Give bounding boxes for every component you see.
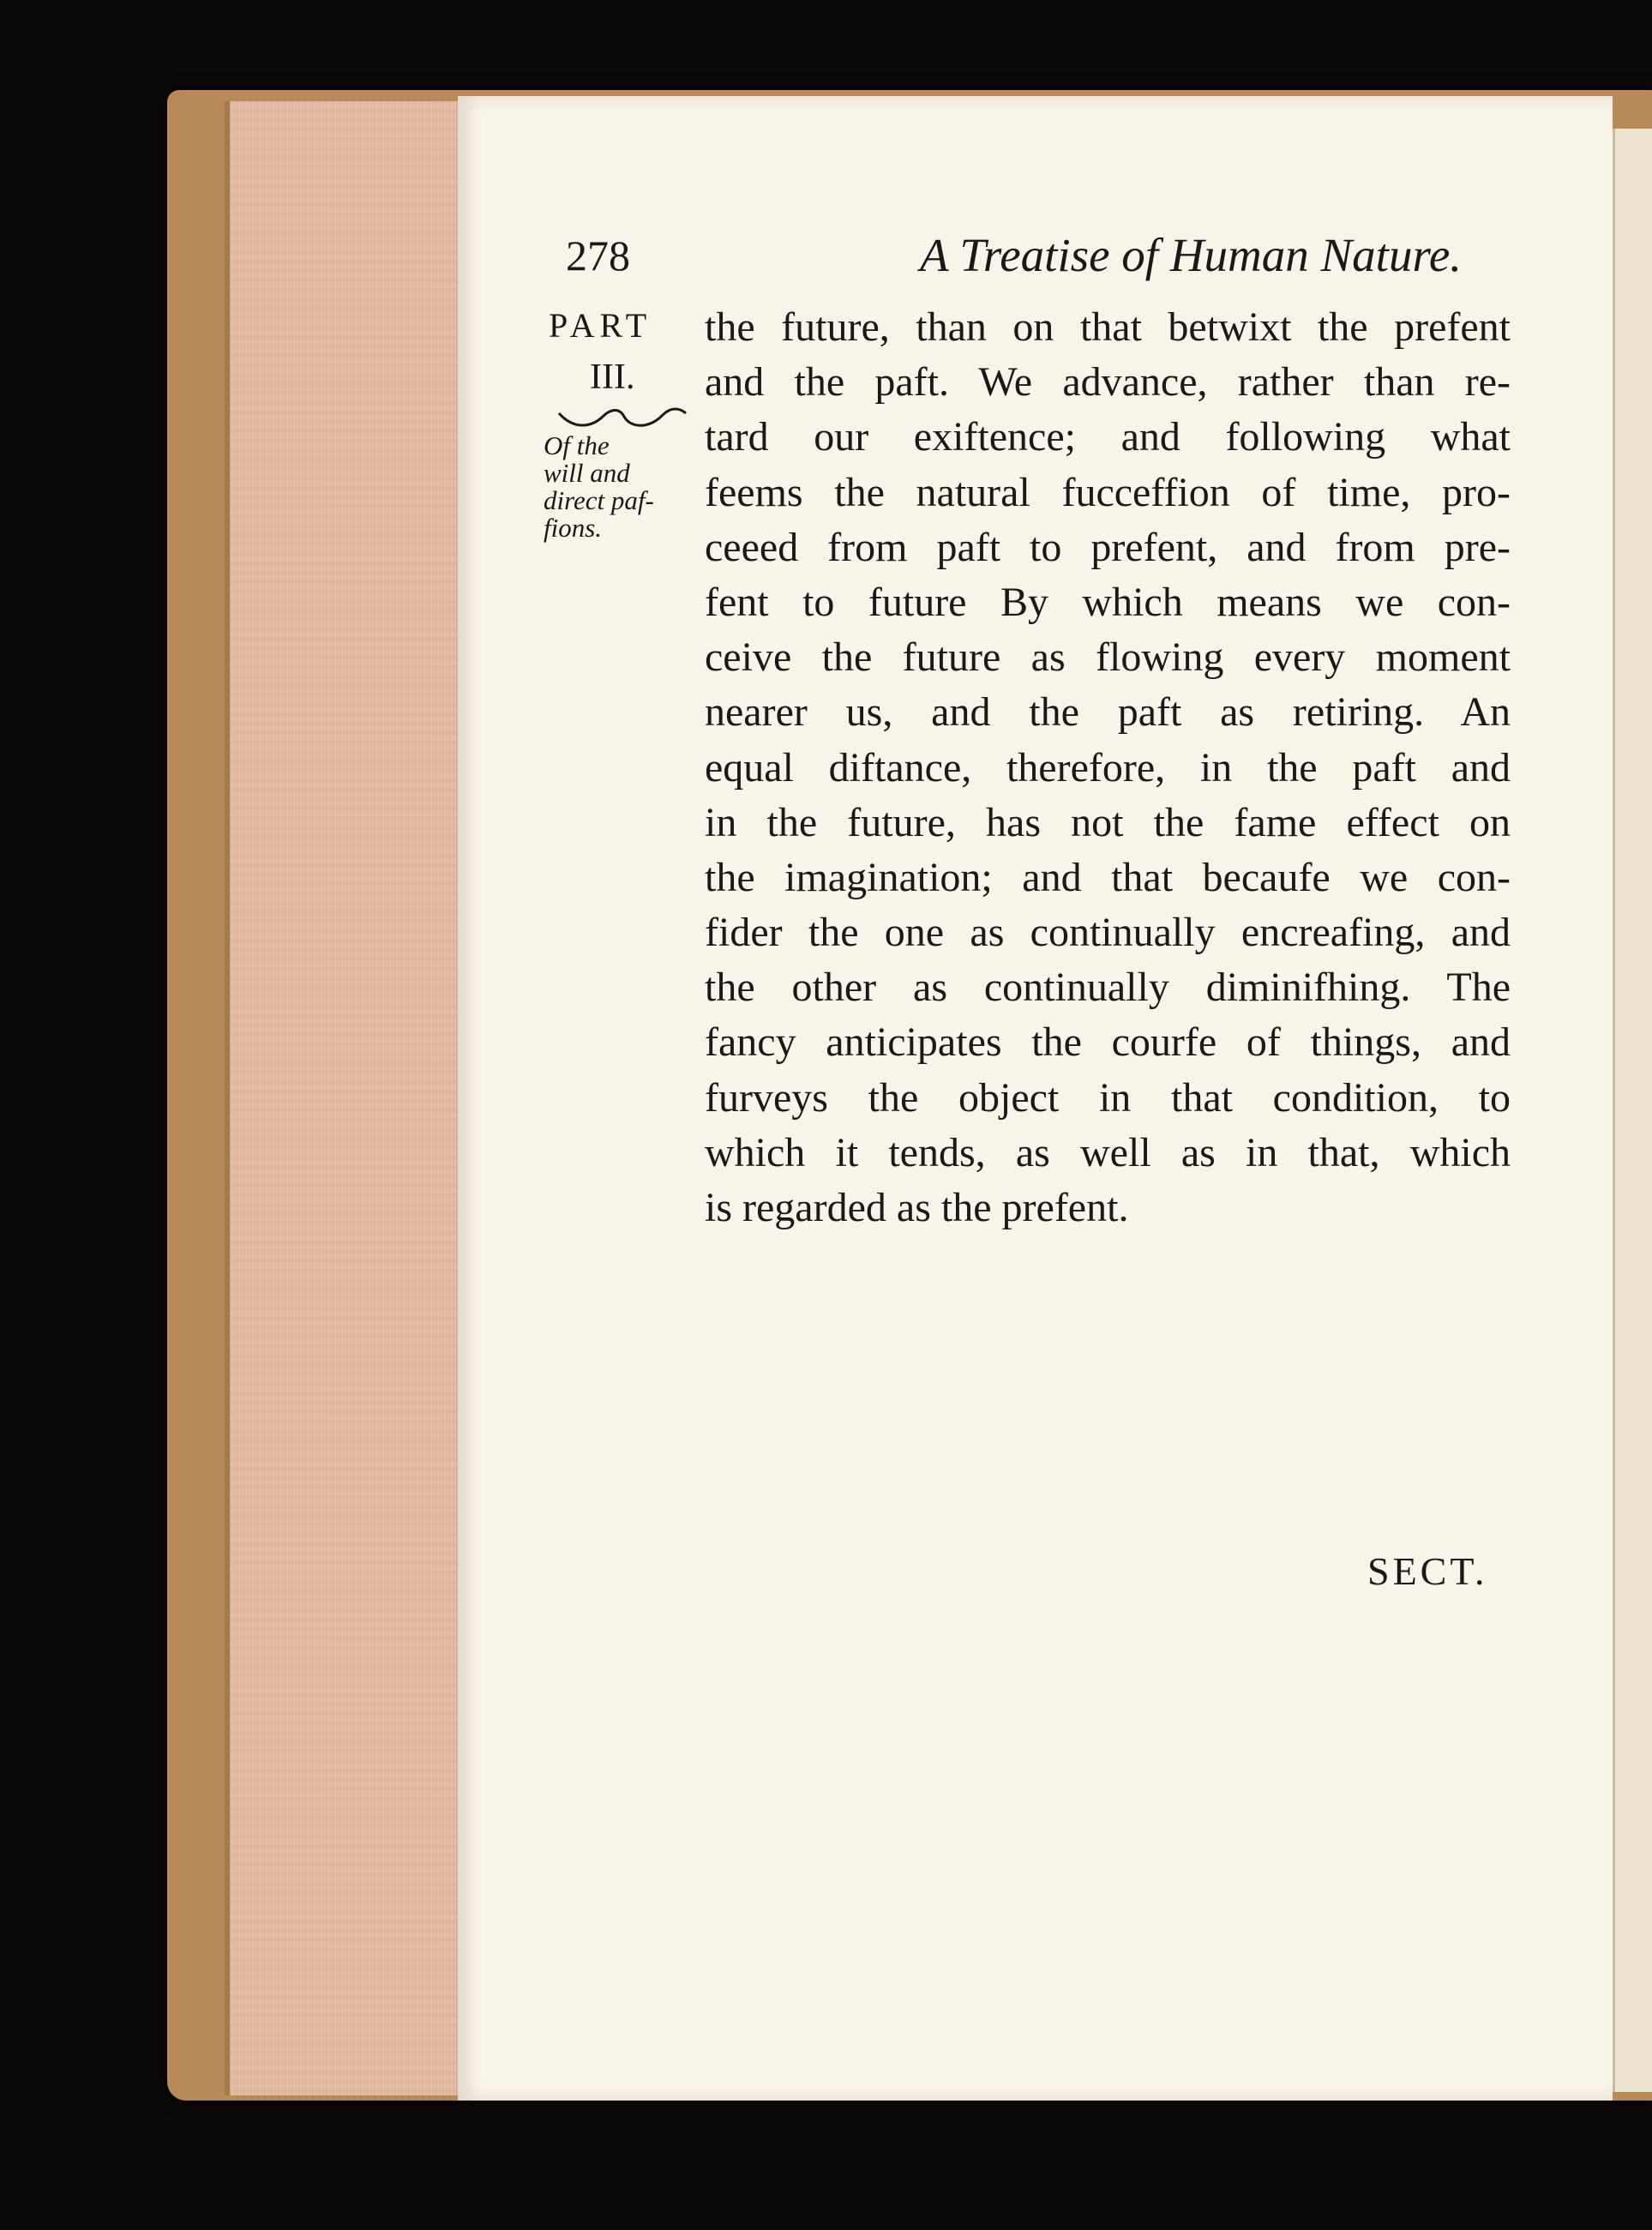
- marginal-note: [544, 432, 689, 542]
- marginal-note-line: Of the: [544, 430, 610, 460]
- flourish-icon: [556, 403, 688, 434]
- marginal-note-line: fions.: [544, 513, 603, 543]
- text-line: which it tends, as well as in that, which: [705, 1129, 1511, 1175]
- page-block-edge: [225, 101, 463, 2095]
- text-line: feems the natural fucceffion of time, pro-: [705, 469, 1511, 515]
- text-line: nearer us, and the paft as retiring. An: [705, 689, 1511, 736]
- text-line: in the future, has not the fame effect on: [705, 799, 1511, 845]
- part-label: PART: [549, 306, 652, 345]
- text-line: fancy anticipates the courfe of things, and: [705, 1019, 1511, 1066]
- text-line: and the paft. We advance, rather than re-: [705, 359, 1511, 406]
- marginal-note-line: will and: [544, 458, 630, 488]
- text-line: tard our exiftence; and following what: [705, 414, 1511, 460]
- body-text: [705, 300, 1511, 1235]
- text-line: the future, than on that betwixt the prefent: [705, 304, 1511, 350]
- marginal-note-line: direct paf-: [544, 485, 654, 515]
- text-line: ceive the future as flowing every moment: [705, 634, 1511, 681]
- page-header: [566, 221, 1462, 290]
- page-number: 278: [566, 231, 630, 280]
- text-line: the other as continually diminifhing. The: [705, 965, 1511, 1011]
- text-line: equal diftance, therefore, in the paft and: [705, 744, 1511, 790]
- running-title: A Treatise of Human Nature.: [919, 229, 1462, 281]
- text-line: fent to future By which means we con-: [705, 579, 1511, 625]
- text-line: ceeed from paft to prefent, and from pre-: [705, 524, 1511, 570]
- facing-page-edge: [1613, 129, 1652, 2092]
- text-line: is regarded as the prefent.: [705, 1185, 1129, 1230]
- text-line: the imagination; and that becaufe we con-: [705, 854, 1511, 900]
- text-line: fider the one as continually encreafing, and: [705, 910, 1511, 956]
- text-line: furveys the object in that condition, to: [705, 1074, 1511, 1121]
- catchword: SECT.: [1367, 1549, 1488, 1593]
- part-number: III.: [590, 358, 635, 397]
